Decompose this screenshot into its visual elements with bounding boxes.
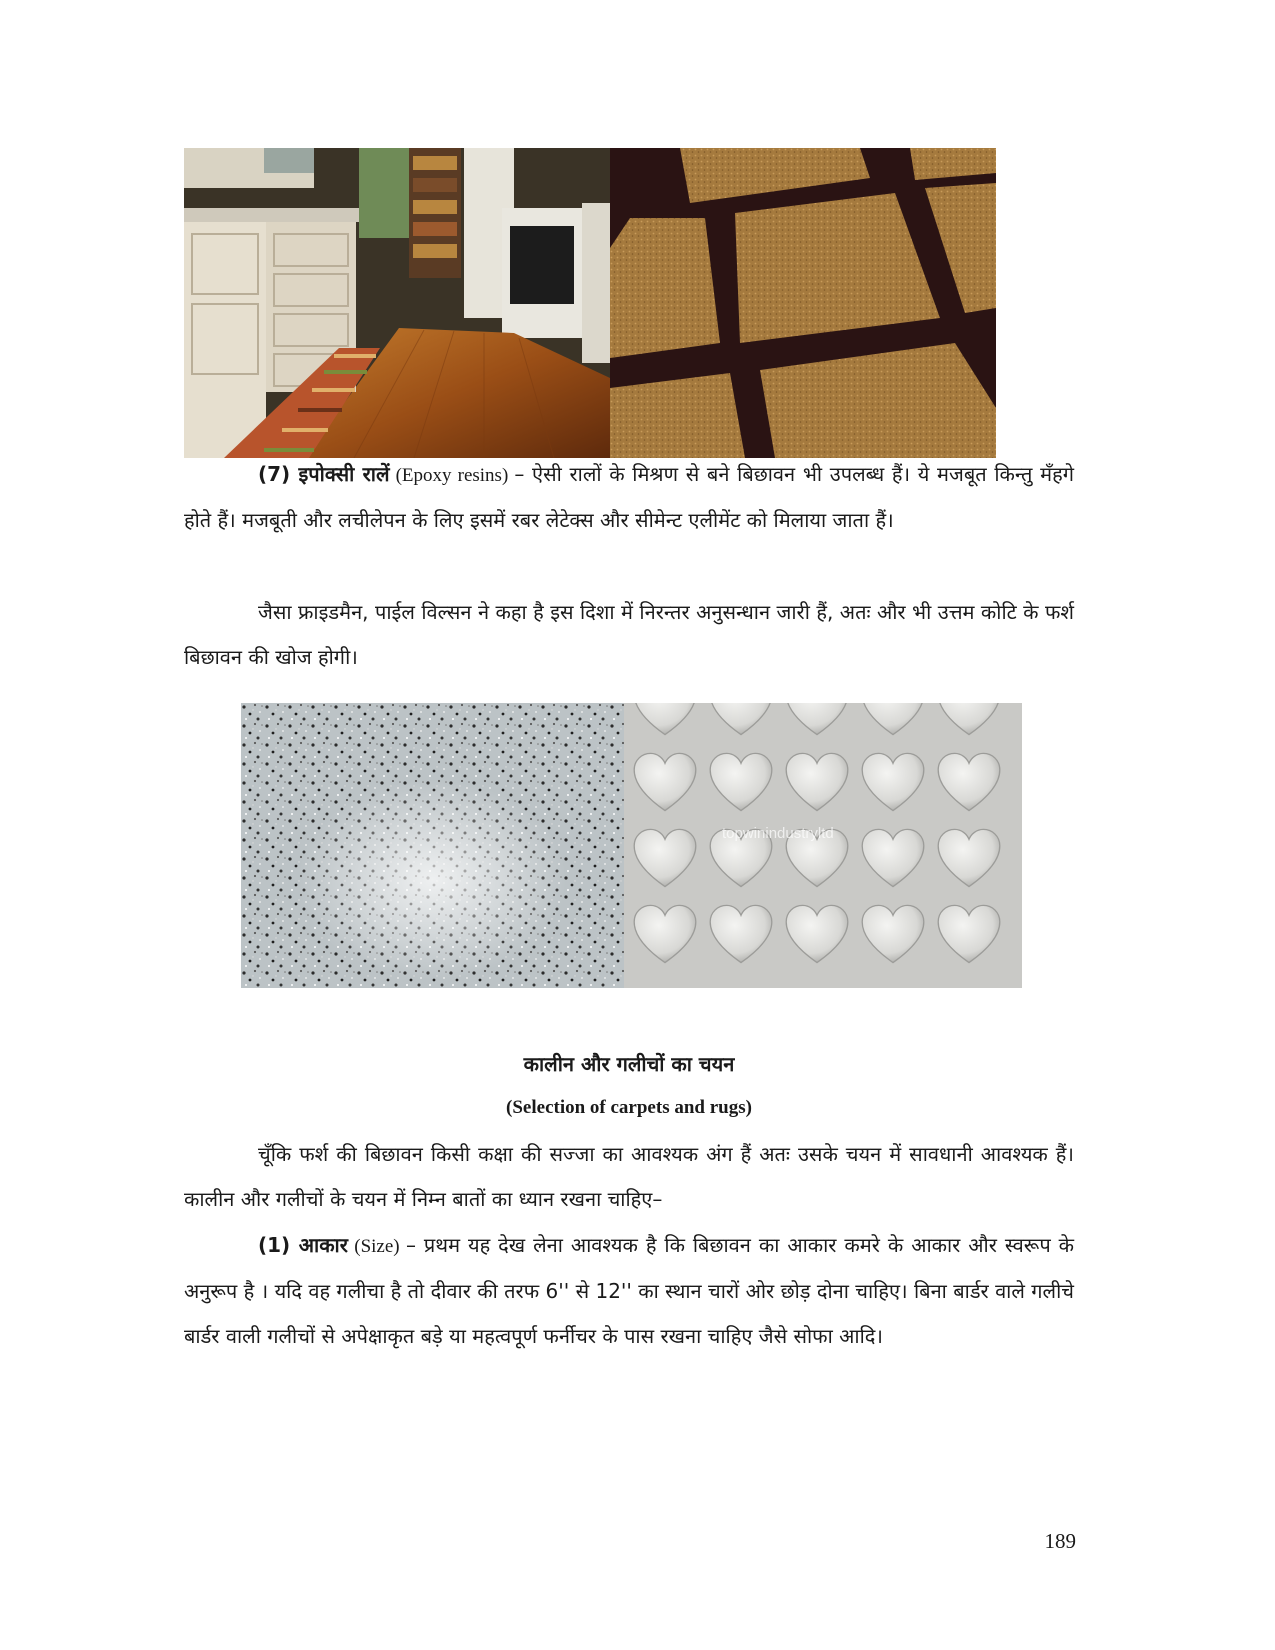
section-heading-hindi: कालीन और गलीचों का चयन <box>523 1052 735 1076</box>
floor-photos-row-2 <box>241 703 1022 988</box>
speckled-epoxy-floor-photo <box>241 703 624 988</box>
kitchen-wood-floor-photo <box>184 148 610 458</box>
size-english: (Size) <box>347 1236 406 1257</box>
photo-watermark: topwinindustryltd <box>722 825 834 842</box>
size-paragraph <box>184 1223 1074 1359</box>
cork-tile-floor-photo <box>610 148 996 458</box>
floor-photos-row-1 <box>184 148 996 458</box>
size-heading: (1) आकार <box>258 1233 348 1257</box>
epoxy-resins-english: (Epoxy resins) <box>389 465 515 486</box>
page-number: 189 <box>1044 1529 1076 1553</box>
size-text: – प्रथम यह देख लेना आवश्यक है कि बिछावन का आकार कमरे के आकार और स्वरूप के अनुरूप है । यदि वह गलीचा है तो दीवार की तरफ 6'' से 12'' का स्थान चारों ओर छोड़ दोना चाहिए। बिना बार्डर वाले गलीचे बार्डर वाली गलीचों से अपेक्षाकृत बड़े या महत्वपूर्ण फर्नीचर के पास रखना चाहिए जैसे सोफा आदि। <box>184 1233 1074 1348</box>
section-heading-english: (Selection of carpets and rugs) <box>506 1097 752 1118</box>
heart-epoxy-domes-photo <box>624 703 1022 988</box>
research-paragraph: जैसा फ्राइडमैन, पाईल विल्सन ने कहा है इस दिशा में निरन्तर अनुसन्धान जारी हैं, अतः और भी उत्तम कोटि के फर्श बिछावन की खोज होगी। <box>184 600 1074 669</box>
epoxy-resins-text: – ऐसी रालों के मिश्रण से बने बिछावन भी उपलब्ध हैं। ये मजबूत किन्तु मँहगे होते हैं। मजबूती और लचीलेपन के लिए इसमें रबर लेटेक्स और सीमेन्ट एलीमेंट को मिलाया जाता हैं। <box>184 462 1074 532</box>
carpet-selection-intro-paragraph: चूँकि फर्श की बिछावन किसी कक्षा की सज्जा का आवश्यक अंग हैं अतः उसके चयन में सावधानी आवश्यक हैं। कालीन और गलीचों के चयन में निम्न बातों का ध्यान रखना चाहिए– <box>184 1142 1074 1211</box>
epoxy-resins-paragraph <box>184 452 1074 543</box>
epoxy-resins-heading: (7) इपोक्सी रालें <box>258 462 390 486</box>
